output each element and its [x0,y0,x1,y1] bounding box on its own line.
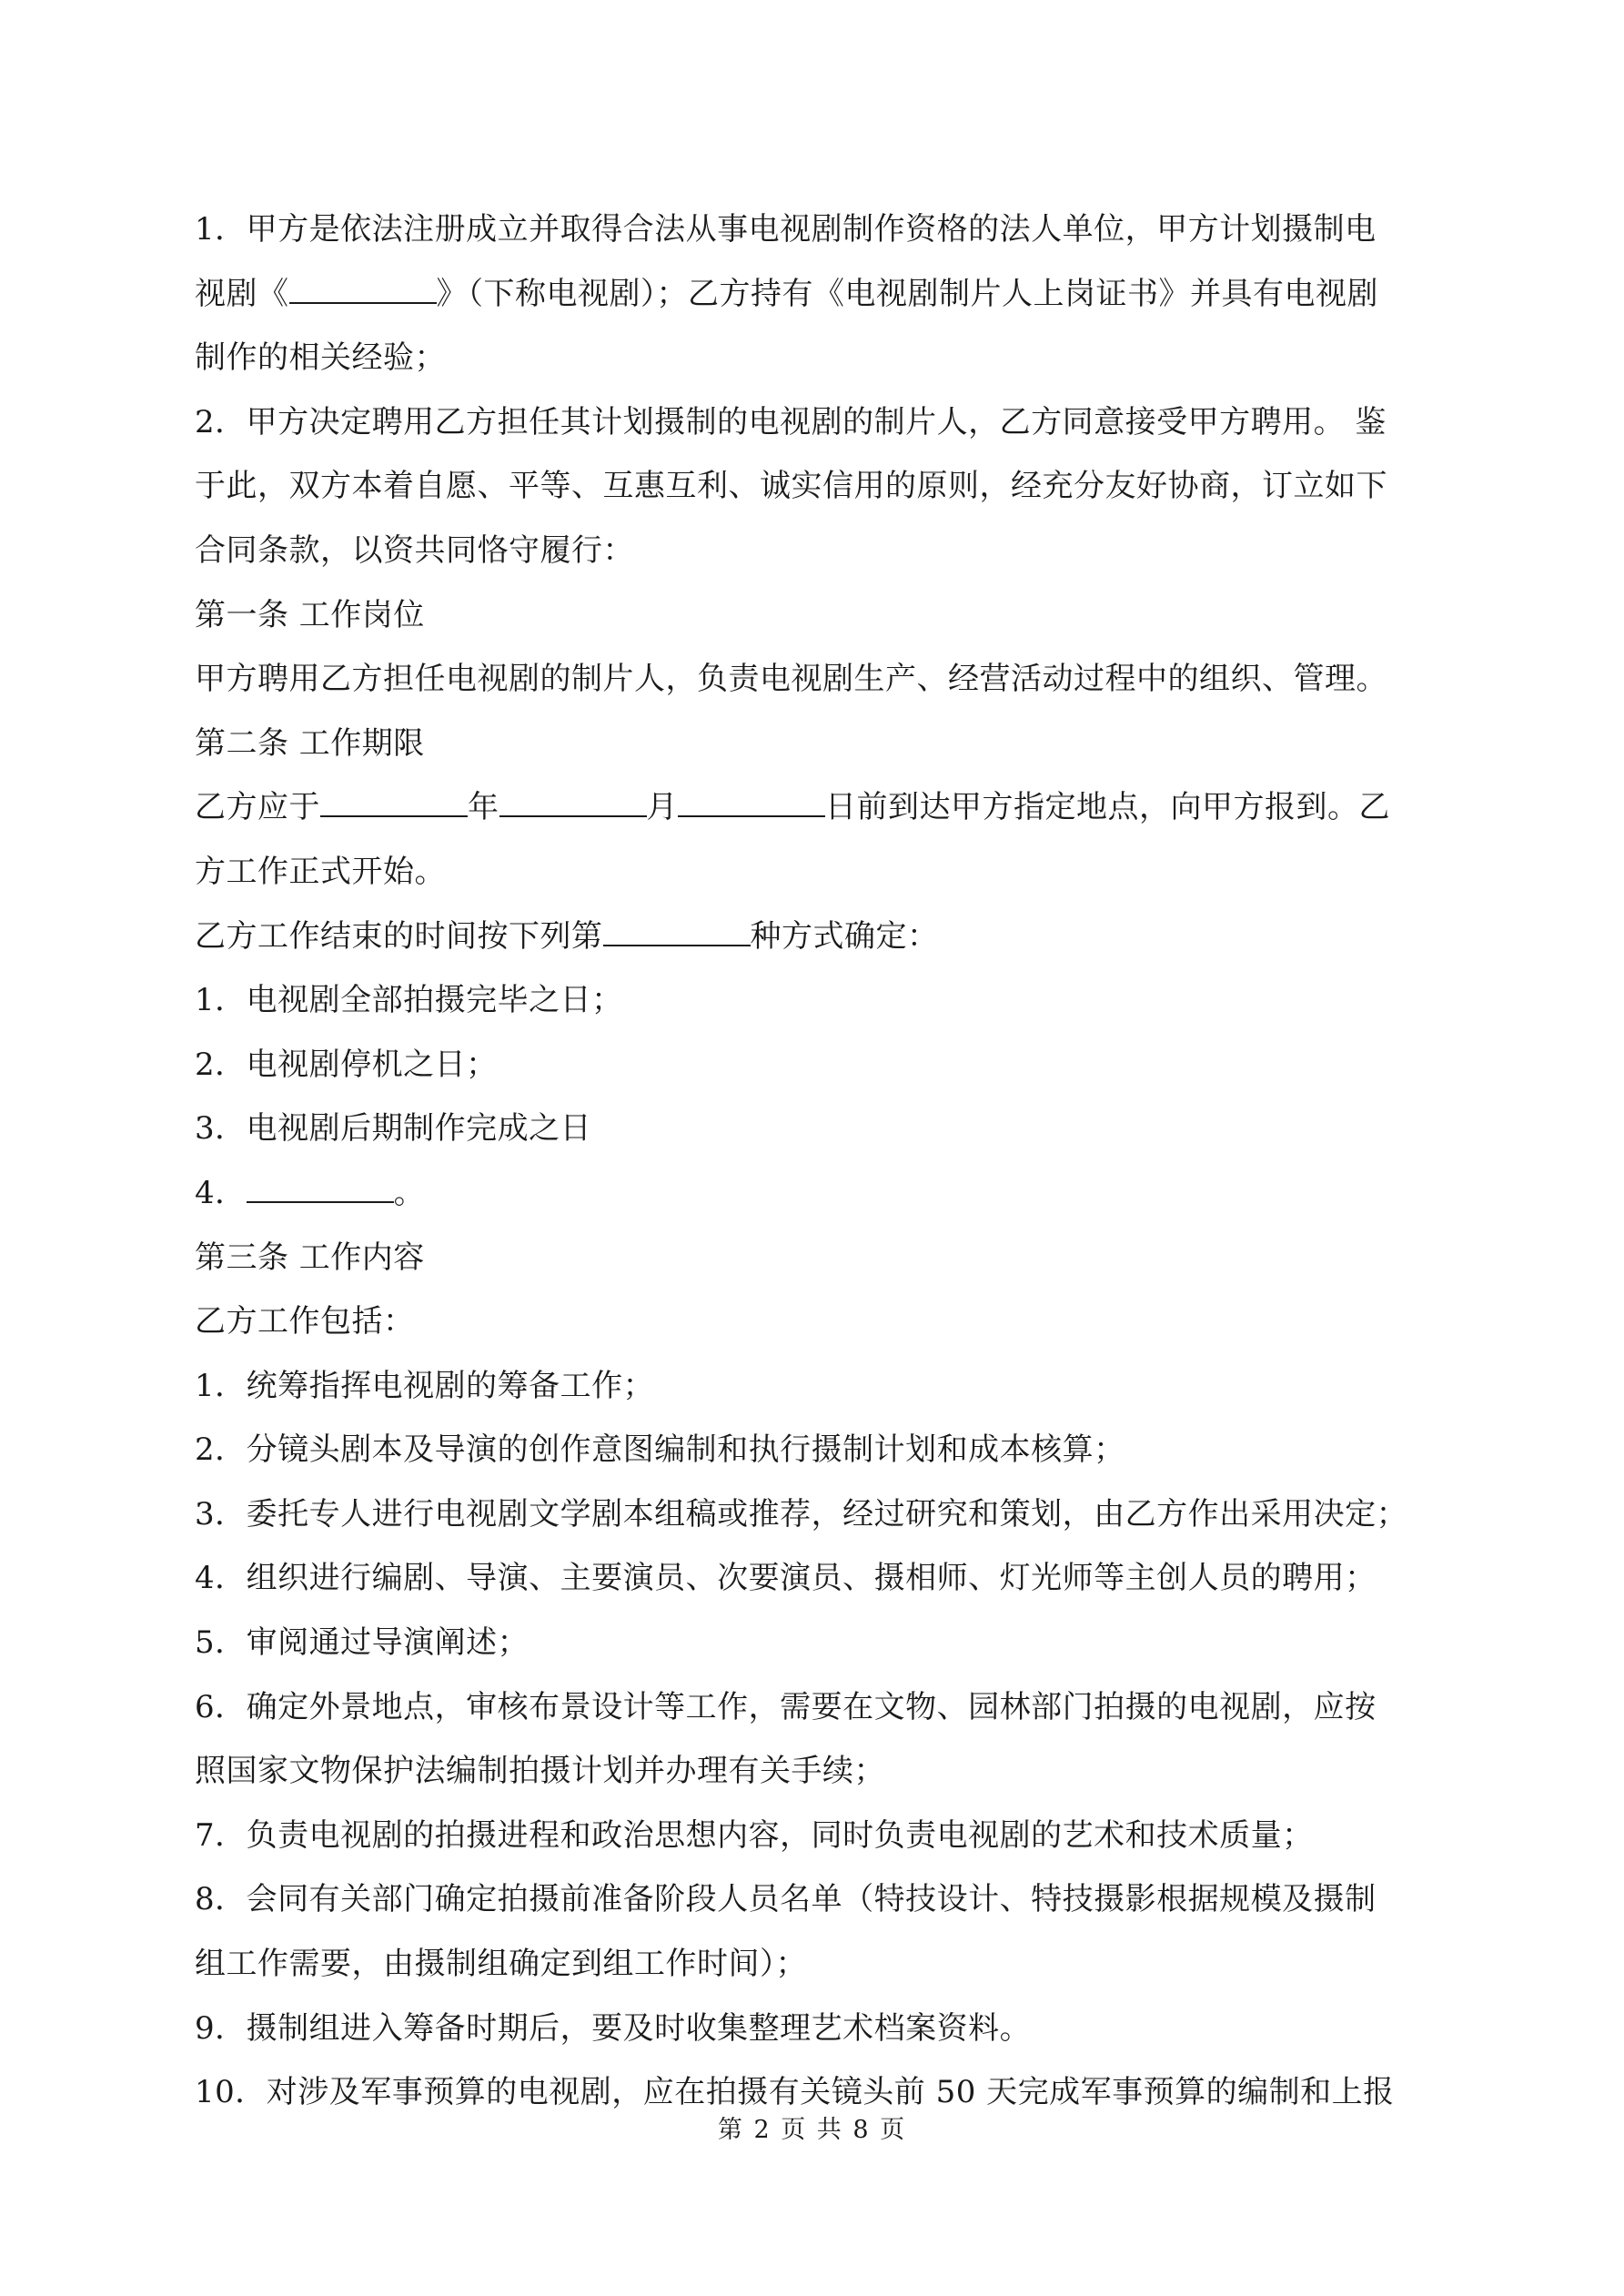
line-text: 月 [646,789,678,826]
fill-in-blank [499,788,647,817]
document-line: 9．摄制组进入筹备时期后，要及时收集整理艺术档案资料。 [195,2009,1032,2047]
fill-in-blank [247,1174,394,1203]
line-text: 乙方应于 [195,789,320,826]
document-line: 1．甲方是依法注册成立并取得合法从事电视剧制作资格的法人单位，甲方计划摄制电 [195,211,1377,248]
line-text: 日前到达甲方指定地点，向甲方报到。乙 [825,789,1390,826]
document-line: 2．电视剧停机之日； [195,1046,498,1083]
document-line [195,1161,1450,1226]
document-line [195,775,1450,840]
line-text: 4． [195,1174,247,1211]
document-line: 于此，双方本着自愿、平等、互惠互利、诚实信用的原则，经充分友好协商，订立如下 [195,468,1387,505]
document-line: 制作的相关经验； [195,339,446,377]
document-line: 8．会同有关部门确定拍摄前准备阶段人员名单（特技设计、特技摄影根据规模及摄制 [195,1881,1377,1918]
document-body [195,197,1450,2125]
fill-in-blank [603,917,751,946]
line-text: 。 [393,1174,426,1211]
document-line: 10．对涉及军事预算的电视剧，应在拍摄有关镜头前 50 天完成军事预算的编制和上报 [195,2074,1395,2111]
document-line: 第二条 工作期限 [195,724,425,762]
document-line [195,262,1450,327]
fill-in-blank [678,788,825,817]
document-line: 6．确定外景地点，审核布景设计等工作，需要在文物、园林部门拍摄的电视剧，应按 [195,1688,1377,1725]
document-line: 7．负责电视剧的拍摄进程和政治思想内容，同时负责电视剧的艺术和技术质量； [195,1816,1314,1854]
document-line: 第三条 工作内容 [195,1239,425,1276]
document-line: 1．统筹指挥电视剧的筹备工作； [195,1367,655,1404]
document-line [195,905,1450,969]
document-line: 方工作正式开始。 [195,853,446,890]
document-line: 2．甲方决定聘用乙方担任其计划摄制的电视剧的制片人，乙方同意接受甲方聘用。 鉴 [195,403,1387,440]
document-line: 甲方聘用乙方担任电视剧的制片人，负责电视剧生产、经营活动过程中的组织、管理。 [195,661,1387,698]
line-text: 年 [468,789,499,826]
fill-in-blank [320,788,468,817]
document-line: 组工作需要，由摄制组确定到组工作时间）； [195,1946,807,1983]
document-line: 4．组织进行编剧、导演、主要演员、次要演员、摄相师、灯光师等主创人员的聘用； [195,1560,1377,1597]
document-line: 1．电视剧全部拍摄完毕之日； [195,982,623,1019]
document-line: 照国家文物保护法编制拍摄计划并办理有关手续； [195,1753,885,1790]
document-line: 第一条 工作岗位 [195,596,425,633]
line-text: 》（下称电视剧）；乙方持有《电视剧制片人上岗证书》并具有电视剧 [436,275,1378,312]
page-number-footer: 第 2 页 共 8 页 [717,2116,907,2144]
document-line: 3．电视剧后期制作完成之日 [195,1110,592,1148]
fill-in-blank [289,275,437,304]
document-line: 乙方工作包括： [195,1303,415,1340]
document-line: 3．委托专人进行电视剧文学剧本组稿或推荐，经过研究和策划，由乙方作出采用决定； [195,1495,1408,1532]
line-text: 视剧《 [195,275,289,312]
line-text: 种方式确定： [750,917,939,955]
line-text: 乙方工作结束的时间按下列第 [195,917,603,955]
document-line: 2．分镜头剧本及导演的创作意图编制和执行摄制计划和成本核算； [195,1431,1125,1469]
document-line: 5．审阅通过导演阐述； [195,1624,530,1662]
document-line: 合同条款，以资共同恪守履行： [195,531,634,569]
